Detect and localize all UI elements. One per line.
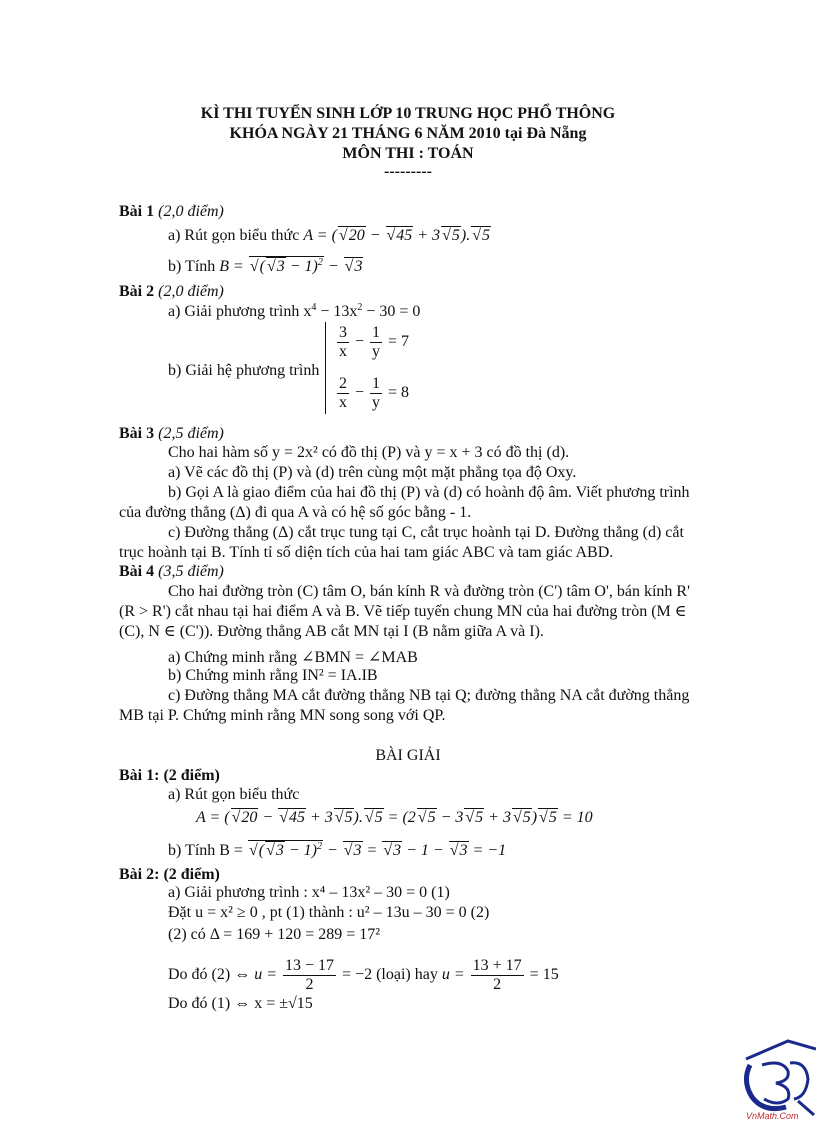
bai1-b: b) Tính B = √ (√ 3 − 1)$^2$ − √ 3 <box>168 256 363 277</box>
bai4-heading: Bài 4 (3,5 điểm) <box>119 563 224 580</box>
bai3-b-line2: của đường thẳng (Δ) đi qua A và có hệ số góc bằng - 1. <box>119 504 472 521</box>
bai4-a: a) Chứng minh rằng ∠BMN = ∠MAB <box>168 649 418 666</box>
bai2-heading: Bài 2 (2,0 điểm) <box>119 283 224 300</box>
bai2-a: a) Giải phương trình $x^4 - 13x^2 - 30 = 0$ <box>168 302 421 320</box>
sol-bai2-final: Do đó (1) ⇔ x = ±√15 <box>168 995 313 1012</box>
system-eq1: $\frac{3}{x}$ − $\frac{1}{y}$ = 7 <box>339 324 410 360</box>
vnmath-logo <box>732 1035 816 1123</box>
bai4-intro2: (R > R') cắt nhau tại hai điểm A và B. Vẽ tiếp tuyến chung MN của hai đường tròn (M ∈ <box>119 603 687 620</box>
sol-bai2-a: a) Giải phương trình : x⁴ – 13x² – 30 = 0 (1) <box>168 884 450 901</box>
bai3-heading: Bài 3 (2,5 điểm) <box>119 425 224 442</box>
system-eq2: $\frac{2}{x}$ − $\frac{1}{y}$ = 8 <box>339 375 410 411</box>
bai3-intro: Cho hai hàm số y = 2x² có đồ thị (P) và y = x + 3 có đồ thị (d). <box>168 444 570 461</box>
logo-text: VnMath.Com <box>746 1111 799 1121</box>
bai3-b-line1: b) Gọi A là giao điểm của hai đồ thị (P) và (d) có hoành độ âm. Viết phương trình <box>168 484 690 501</box>
bai3-a: a) Vẽ các đồ thị (P) và (d) trên cùng một mặt phẳng tọa độ Oxy. <box>168 464 577 481</box>
bai4-intro3: (C), N ∈ (C')). Đường thẳng AB cắt MN tại I (B nằm giữa A và I). <box>119 623 544 640</box>
exam-title: KÌ THI TUYỂN SINH LỚP 10 TRUNG HỌC PHỔ THÔNG <box>200 105 616 122</box>
sol-bai2-heading: Bài 2: (2 điểm) <box>119 866 220 883</box>
exam-date: KHÓA NGÀY 21 THÁNG 6 NĂM 2010 tại Đà Nẵng <box>229 125 587 142</box>
bai4-c-line2: MB tại P. Chứng minh rằng MN song song với QP. <box>119 707 446 724</box>
solution-heading: BÀI GIẢI <box>375 747 441 764</box>
bai4-intro1: Cho hai đường tròn (C) tâm O, bán kính R và đường tròn (C') tâm O', bán kính R' <box>168 583 690 600</box>
bai3-c-line2: trục hoành tại B. Tính tỉ số diện tích của hai tam giác ABC và tam giác ABD. <box>119 544 614 561</box>
header-divider: --------- <box>384 163 432 180</box>
system-brace <box>325 322 334 414</box>
sol-bai1-heading: Bài 1: (2 điểm) <box>119 767 220 784</box>
bai2-b: b) Giải hệ phương trình <box>168 362 320 379</box>
bai1-a: a) Rút gọn biểu thức A = (√ 20 − √ 45 + 3√ 5).√ 5 <box>168 226 491 246</box>
sol-bai1-b: b) Tính B = √ (√ 3 − 1)$^2$ − √ 3 = √ 3 − 1 − √ 3 = −1 <box>168 840 506 861</box>
sol-bai2-delta: (2) có Δ = 169 + 120 = 289 = 17² <box>168 926 381 943</box>
sol-bai2-roots: Do đó (2) ⇔ u = $\frac{13 - 17}{2}$ = −2 (loại) hay u = $\frac{13 + 17}{2}$ = 15 <box>168 957 559 993</box>
bai3-c-line1: c) Đường thẳng (Δ) cắt trục tung tại C, cắt trục hoành tại D. Đường thẳng (d) cắt <box>168 524 684 541</box>
bai4-b: b) Chứng minh rằng IN² = IA.IB <box>168 667 378 684</box>
sol-bai1-a: a) Rút gọn biểu thức <box>168 786 300 803</box>
exam-subject: MÔN THI : TOÁN <box>342 145 474 162</box>
sol-bai2-sub: Đặt u = x² ≥ 0 , pt (1) thành : u² – 13u – 30 = 0 (2) <box>168 904 490 921</box>
sol-bai1-a-formula: A = (√ 20 − √ 45 + 3√ 5).√ 5 = (2√ 5 − 3√ 5 + 3√ 5)√ 5 = 10 <box>196 808 593 828</box>
bai4-c-line1: c) Đường thẳng MA cắt đường thẳng NB tại Q; đường thẳng NA cắt đường thẳng <box>168 687 690 704</box>
bai1-heading: Bài 1 (2,0 điểm) <box>119 203 224 220</box>
